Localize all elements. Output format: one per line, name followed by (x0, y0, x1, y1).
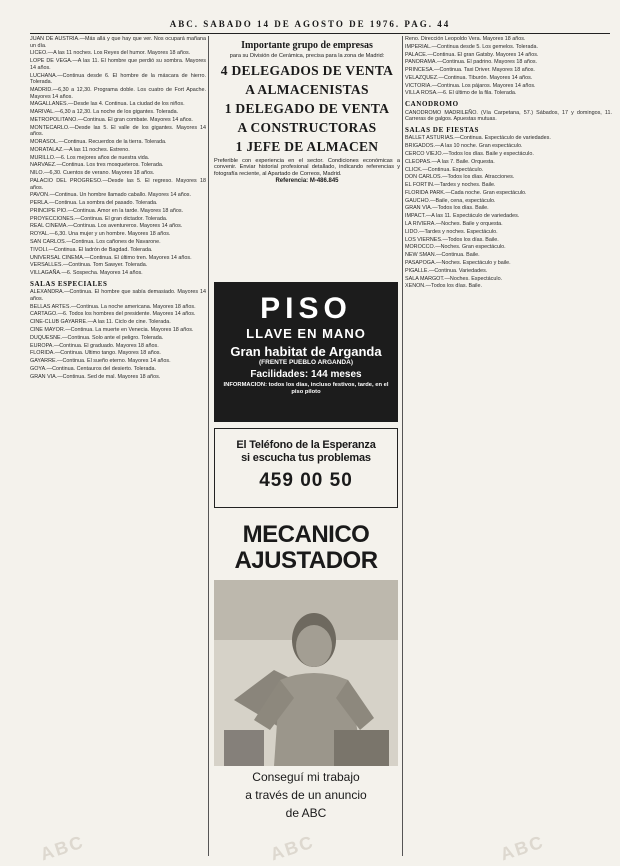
listing-entry: MORATALAZ.—A las 11 noches. Estreno. (30, 146, 130, 153)
listing-entry: XENON.—Todos los días. Baile. (405, 283, 482, 290)
apartment-ad-info: INFORMACION: todos los días, incluso festivos, tarde, en el piso piloto (223, 382, 389, 395)
helpline-phone-number: 459 00 50 (259, 470, 353, 491)
listing-entry: NARVAEZ.—Continua. Los tres mosqueteros. Tolerada. (30, 162, 164, 169)
canodromo-entry: CANODROMO MADRILEÑO. (Vía Carpetana, 57.) Sábados, 17 y domingos, 11. Carreras de galgos. Apuestas mutuas. (405, 109, 612, 123)
listing-entry: JUAN DE AUSTRIA.—Más allá y que hay que ver. Nos ocupará mañana un día. (30, 36, 206, 49)
party-halls-listings (405, 135, 612, 289)
listing-entry: NILO.—6,30. Cuentos de verano. Mayores 18 años. (30, 170, 155, 177)
job-position: 4 DELEGADOS DE VENTA (220, 62, 394, 78)
listing-entry: PALACIO DEL PROGRESO.—Desde las 5. El regreso. Mayores 18 años. (30, 177, 206, 191)
listing-entry: VILLA ROSA.—6. El último de la fila. Tolerada. (405, 90, 517, 97)
cinema-listings (30, 36, 206, 277)
listing-entry: ALEXANDRA.—Continua. El hombre que sabía demasiado. Mayores 14 años. (30, 289, 206, 302)
column-divider-right (402, 36, 403, 856)
listing-entry: MARIVAL.—6,30 a 12,30. La noche de los gigantes. Tolerada. (30, 109, 179, 116)
abc-ad-headline-line2: AJUSTADOR (234, 547, 378, 574)
apartment-ad-headline: PISO (260, 292, 352, 325)
job-ad-title: Importante grupo de empresas (241, 40, 373, 51)
section-title-canodromo: CANODROMO (405, 100, 459, 109)
apartment-ad-development: Gran habitat de Arganda (230, 344, 382, 359)
listing-entry: PANORAMA.—Continua. El padrino. Mayores 18 años. (405, 59, 538, 66)
abc-ad-slogan-line1: Conseguí mi trabajo (252, 770, 360, 784)
listing-entry: SALA MARGOT.—Noches. Espectáculo. (405, 275, 503, 282)
listing-entry: MAGALLANES.—Desde las 4. Continua. La ciudad de los niños. (30, 101, 185, 108)
listing-entry: LA RIVIERA.—Noches. Baile y orquesta. (405, 221, 503, 228)
listing-entry: GRAN VIA.—Continua. Sed de mal. Mayores 18 años. (30, 373, 161, 380)
listing-entry: REAL CINEMA.—Continua. Los aventureros. Mayores 14 años. (30, 223, 183, 230)
abc-ad-slogan-line3: de ABC (285, 806, 327, 820)
listing-entry: MADRID.—6,30 a 12,30. Programa doble. Los cuatro de Fort Apache. Mayores 14 años. (30, 86, 206, 100)
job-position: 1 JEFE DE ALMACEN (235, 138, 379, 154)
listing-entry: GOYA.—Continua. Centauros del desierto. Tolerada. (30, 365, 156, 372)
listing-entry: CARTAGO.—6. Todos los hombres del presidente. Mayores 14 años. (30, 311, 196, 318)
apartment-ad-location: (FRENTE PUEBLO ARGANDA) (258, 359, 353, 366)
listings-column-left (30, 36, 206, 856)
abc-watermark: ABC (267, 831, 317, 865)
listing-entry: LOS VIERNES.—Todos los días. Baile. (405, 236, 499, 243)
job-position: A ALMACENISTAS (245, 81, 369, 97)
listing-entry: IMPERIAL.—Continua desde 5. Los gemelos. Tolerada. (405, 43, 538, 50)
section-title-salas-especiales: SALAS ESPECIALES (30, 279, 108, 288)
listing-entry: PAVON.—Continua. Un hombre llamado caballo. Mayores 14 años. (30, 192, 191, 199)
listing-entry: GAUCHO.—Baile, cena, espectáculo. (405, 197, 496, 204)
listing-entry: FLORIDA.—Continua. Ultimo tango. Mayores 18 años. (30, 350, 161, 357)
listing-entry: IMPACT.—A las 11. Espectáculo de variedades. (405, 213, 520, 220)
apartment-ad (214, 282, 398, 422)
job-ad-reference: Referencia: M-486.845 (275, 178, 339, 185)
cinema-listings-right (405, 36, 612, 97)
listing-entry: MORASOL.—Continua. Recuerdos de la tierra. Tolerada. (30, 139, 167, 145)
listing-entry: LOPE DE VEGA.—A las 11. El hombre que perdió su sombra. Mayores 14 años. (30, 58, 206, 71)
header-rule (30, 33, 610, 34)
apartment-ad-financing: Facilidades: 144 meses (250, 369, 362, 380)
listing-entry: EL FORTIN.—Tardes y noches. Baile. (405, 182, 496, 189)
apartment-ad-subheadline: LLAVE EN MANO (246, 326, 366, 341)
listing-entry: EUROPA.—Continua. El graduado. Mayores 18 años. (30, 342, 159, 349)
listing-entry: PIGALLE.—Continua. Variedades. (405, 267, 488, 274)
listing-entry: TIVOLI.—Continua. El ladrón de Bagdad. Tolerada. (30, 246, 153, 253)
abc-watermark: ABC (497, 831, 547, 865)
abc-ad-slogan-line2: a través de un anuncio (245, 788, 367, 802)
listing-entry: PASAPOGA.—Noches. Espectáculo y baile. (405, 259, 511, 266)
listing-entry: DON CARLOS.—Todos los días. Atracciones. (405, 174, 515, 181)
listing-entry: PRINCESA.—Continua. Taxi Driver. Mayores 18 años. (405, 67, 535, 74)
job-ad-body: Preferible con experiencia en el sector. Condiciones económicas a convenir. Enviar historial profesional detallado, indicando referencias y fotografía reciente, al Apartado de Correos, Madrid. (214, 157, 400, 177)
listing-entry: Reno. Dirección Leopoldo Vera. Mayores 18 años. (405, 36, 526, 42)
listing-entry: PERLA.—Continua. La sombra del pasado. Tolerada. (30, 200, 158, 207)
listing-entry: MURILLO.—6. Los mejores años de nuestra vida. (30, 154, 150, 161)
helpline-ad-line1: El Teléfono de la Esperanza (236, 439, 376, 451)
job-position: A CONSTRUCTORAS (237, 119, 377, 135)
listing-entry: CINE-CLUB GAYARRE.—A las 11. Ciclo de cine. Tolerada. (30, 319, 171, 326)
abc-classifieds-ad (214, 522, 398, 852)
listing-entry: MONTECARLO.—Desde las 5. El valle de los gigantes. Mayores 14 años. (30, 124, 206, 138)
listing-entry: CLICK.—Continua. Espectáculo. (405, 166, 484, 173)
listing-entry: BRIGADOS.—A las 10 noche. Gran espectáculo. (405, 143, 523, 150)
listing-entry: UNIVERSAL CINEMA.—Continua. El último tren. Mayores 14 años. (30, 254, 192, 261)
mechanic-photo-illustration (214, 580, 398, 766)
listing-entry: LUCHANA.—Continua desde 6. El hombre de la máscara de hierro. Tolerada. (30, 72, 206, 86)
listing-entry: LIDO.—Tardes y noches. Espectáculo. (405, 228, 498, 235)
job-ad-subtitle: para su División de Cerámica, precisa para la zona de Madrid: (229, 53, 385, 59)
listing-entry: CINE MAYOR.—Continua. La muerte en Venecia. Mayores 18 años. (30, 327, 194, 333)
column-divider-left (208, 36, 209, 856)
listing-entry: VILLAGAÑA.—6. Sospecha. Mayores 14 años. (30, 270, 143, 277)
listing-entry: PROYECCIONES.—Continua. El gran dictador. Tolerada. (30, 215, 168, 222)
helpline-ad-line2: si escucha tus problemas (241, 452, 371, 464)
listing-entry: ROYAL.—6,30. Una mujer y un hombre. Mayores 18 años. (30, 231, 171, 238)
listing-entry: NEW SMAN.—Continua. Baile. (405, 252, 480, 259)
listing-entry: MOROCCO.—Noches. Gran espectáculo. (405, 244, 506, 251)
listing-entry: VICTORIA.—Continua. Los pájaros. Mayores 14 años. (405, 82, 536, 89)
listing-entry: FLORIDA PARK.—Cada noche. Gran espectáculo. (405, 189, 527, 196)
abc-watermark: ABC (37, 831, 87, 865)
listing-entry: SAN CARLOS.—Continua. Los cañones de Navarone. (30, 238, 161, 245)
special-halls-listings (30, 289, 206, 380)
listing-entry: GAYARRE.—Continua. El sueño eterno. Mayores 14 años. (30, 358, 171, 365)
section-title-salas-de-fiestas: SALAS DE FIESTAS (405, 125, 480, 134)
page-header: ABC. SABADO 14 DE AGOSTO DE 1976. PAG. 44 (169, 19, 451, 29)
listing-entry: VELAZQUEZ.—Continua. Tiburón. Mayores 14 años. (405, 74, 533, 81)
listing-entry: CERCO VIEJO.—Todos los días. Baile y espectáculo. (405, 151, 534, 157)
listing-entry: VERSALLES.—Continua. Tom Sawyer. Tolerada. (30, 262, 148, 269)
listing-entry: BELLAS ARTES.—Continua. La noche americana. Mayores 18 años. (30, 303, 196, 310)
listing-entry: BALLET ASTURIAS.—Continua. Espectáculo de variedades. (405, 135, 551, 142)
job-ad-ceramics (214, 40, 400, 184)
mechanic-photo (214, 580, 398, 766)
listing-entry: CLEOPAS.—A las 7. Baile. Orquesta. (405, 158, 495, 165)
listings-column-right (405, 36, 612, 856)
listing-entry: PALACE.—Continua. El gran Gatsby. Mayores 14 años. (405, 51, 539, 58)
listing-entry: LICEO.—A las 11 noches. Los Reyes del humor. Mayores 18 años. (30, 50, 191, 57)
listing-entry: GRAN VIA.—Todos los días. Baile. (405, 205, 489, 212)
abc-ad-headline-line1: MECANICO (242, 521, 370, 548)
listing-entry: PRINCIPE PIO.—Continua. Amor en la tarde. Mayores 18 años. (30, 207, 184, 214)
helpline-ad (214, 428, 398, 508)
listing-entry: METROPOLITANO.—Continua. El gran combate. Mayores 14 años. (30, 116, 193, 123)
listing-entry: DUQUESNE.—Continua. Solo ante el peligro. Tolerada. (30, 334, 164, 341)
job-position: 1 DELEGADO DE VENTA (224, 100, 390, 116)
